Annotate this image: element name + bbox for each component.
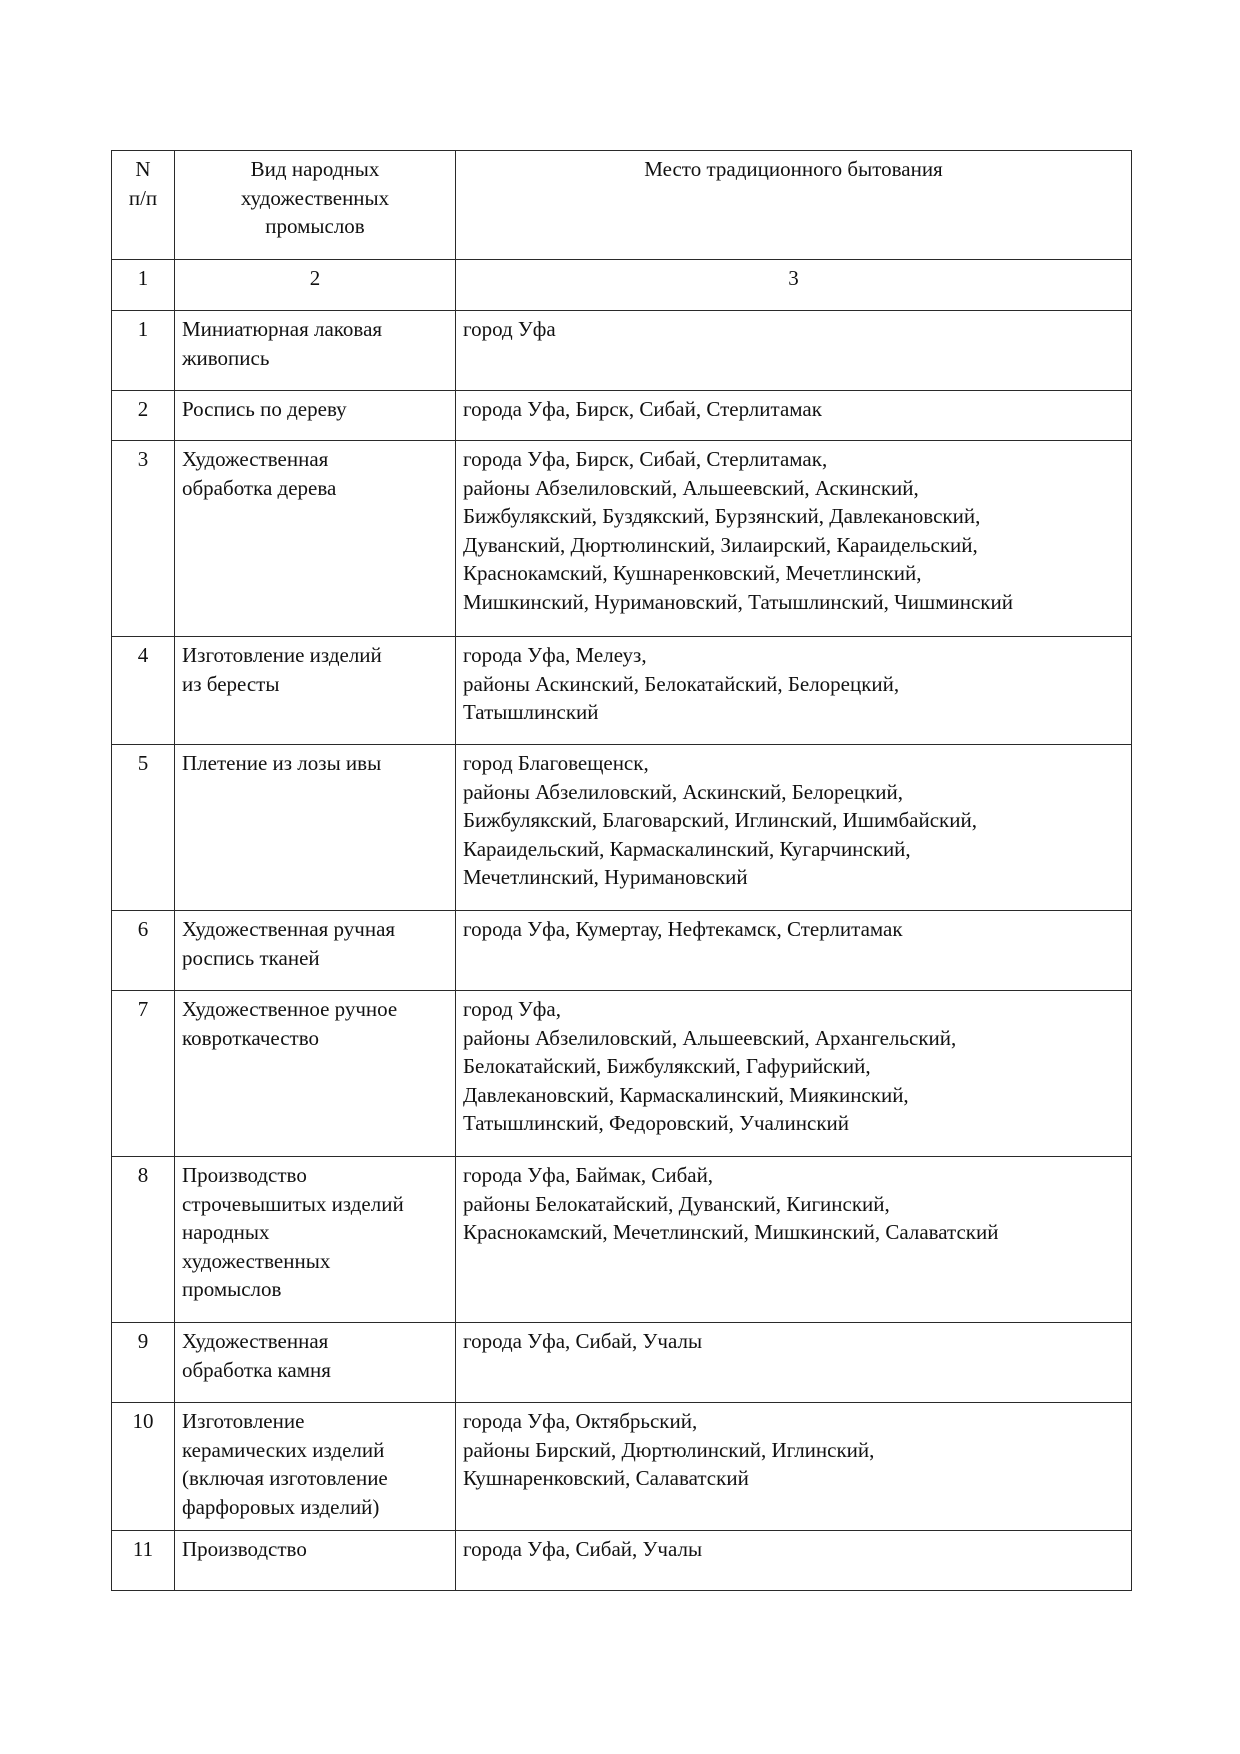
place-line: Татышлинский	[463, 700, 599, 724]
craft-type-cell	[175, 1157, 456, 1323]
craft-line: Художественная	[182, 447, 329, 471]
place-line: районы Бирский, Дюртюлинский, Иглинский,	[463, 1437, 875, 1462]
row-number: 9	[112, 1323, 175, 1403]
place-line: Бижбулякский, Благоварский, Иглинский, Ишимбайский,	[463, 808, 977, 832]
place-line: районы Абзелиловский, Альшеевский, Аскинский,	[463, 475, 919, 500]
column-numbers-row	[112, 260, 1132, 311]
row-number: 6	[112, 911, 175, 991]
table-row	[112, 1531, 1132, 1591]
row-number: 5	[112, 745, 175, 911]
craft-type-cell	[175, 911, 456, 991]
place-line: районы Абзелиловский, Альшеевский, Архангельский,	[463, 1025, 957, 1050]
place-line: города Уфа, Бирск, Сибай, Стерлитамак	[463, 397, 822, 421]
place-line: Татышлинский, Федоровский, Учалинский	[463, 1111, 849, 1135]
row-number: 2	[112, 391, 175, 441]
place-line: города Уфа, Мелеуз,	[463, 643, 647, 667]
craft-line: Художественное ручное	[182, 997, 398, 1021]
craft-line: Изготовление	[182, 1409, 305, 1433]
craft-type-cell	[175, 391, 456, 441]
place-line: города Уфа, Кумертау, Нефтекамск, Стерлитамак	[463, 917, 903, 941]
table-row	[112, 1323, 1132, 1403]
table-header-row	[112, 151, 1132, 260]
table-row	[112, 911, 1132, 991]
craft-line: Миниатюрная лаковая	[182, 317, 383, 341]
craft-type-cell	[175, 1323, 456, 1403]
place-line: Мечетлинский, Нуримановский	[463, 865, 748, 889]
header-craft-line: художественных	[240, 185, 390, 210]
place-line: Бижбулякский, Буздякский, Бурзянский, Давлекановский,	[463, 504, 981, 528]
craft-line: (включая изготовление	[182, 1466, 388, 1490]
header-craft-line: Вид народных	[250, 157, 380, 181]
craft-line: Роспись по дереву	[182, 397, 347, 421]
table-row	[112, 1157, 1132, 1323]
craft-line: строчевышитых изделий	[182, 1191, 404, 1216]
table-row	[112, 991, 1132, 1157]
header-place-line: Место традиционного бытования	[644, 157, 943, 181]
place-cell	[456, 745, 1132, 911]
craft-type-cell	[175, 745, 456, 911]
craft-line: обработка камня	[182, 1357, 331, 1382]
header-place	[456, 151, 1132, 260]
place-cell	[456, 637, 1132, 745]
row-number: 8	[112, 1157, 175, 1323]
craft-type-cell	[175, 1403, 456, 1531]
craft-line: роспись тканей	[182, 945, 320, 970]
table-row	[112, 391, 1132, 441]
place-cell	[456, 991, 1132, 1157]
craft-line: Изготовление изделий	[182, 643, 382, 667]
place-line: Караидельский, Кармаскалинский, Кугарчинский,	[463, 836, 911, 861]
craft-line: ковроткачество	[182, 1025, 319, 1050]
place-line: Дуванский, Дюртюлинский, Зилаирский, Караидельский,	[463, 532, 978, 557]
header-number-line: N	[135, 157, 151, 181]
craft-line: Художественная ручная	[182, 917, 396, 941]
header-craft-type	[175, 151, 456, 260]
column-number: 3	[456, 260, 1132, 311]
craft-line: фарфоровых изделий)	[182, 1494, 380, 1519]
place-line: Давлекановский, Кармаскалинский, Миякинский,	[463, 1082, 909, 1107]
craft-type-cell	[175, 441, 456, 637]
place-cell	[456, 1323, 1132, 1403]
craft-type-cell	[175, 311, 456, 391]
place-line: города Уфа, Сибай, Учалы	[463, 1329, 703, 1353]
craft-line: художественных	[182, 1248, 331, 1273]
place-line: районы Аскинский, Белокатайский, Белорецкий,	[463, 671, 900, 696]
table-row	[112, 1403, 1132, 1531]
place-line: Кушнаренковский, Салаватский	[463, 1466, 749, 1490]
craft-line: из бересты	[182, 671, 280, 696]
place-cell	[456, 1157, 1132, 1323]
place-line: Белокатайский, Бижбулякский, Гафурийский,	[463, 1054, 871, 1078]
craft-line: промыслов	[182, 1277, 282, 1301]
craft-line: керамических изделий	[182, 1437, 385, 1462]
row-number: 3	[112, 441, 175, 637]
row-number: 4	[112, 637, 175, 745]
table-row	[112, 637, 1132, 745]
craft-line: обработка дерева	[182, 475, 337, 500]
header-craft-line: промыслов	[265, 214, 365, 238]
table-row	[112, 441, 1132, 637]
table-row	[112, 745, 1132, 911]
place-line: города Уфа, Баймак, Сибай,	[463, 1163, 714, 1187]
craft-line: Художественная	[182, 1329, 329, 1353]
craft-type-cell	[175, 991, 456, 1157]
place-line: город Уфа	[463, 317, 556, 341]
place-cell	[456, 311, 1132, 391]
place-line: Краснокамский, Мечетлинский, Мишкинский, Салаватский	[463, 1220, 999, 1244]
header-number	[112, 151, 175, 260]
place-line: Мишкинский, Нуримановский, Татышлинский, Чишминский	[463, 589, 1013, 614]
row-number: 7	[112, 991, 175, 1157]
craft-line: живопись	[182, 345, 270, 370]
craft-type-cell	[175, 637, 456, 745]
row-number: 1	[112, 311, 175, 391]
column-number: 1	[112, 260, 175, 311]
craft-line: Производство	[182, 1537, 307, 1561]
place-cell	[456, 441, 1132, 637]
craft-line: Плетение из лозы ивы	[182, 751, 382, 775]
place-line: город Уфа,	[463, 997, 561, 1021]
place-line: районы Белокатайский, Дуванский, Кигинский,	[463, 1191, 890, 1216]
folk-crafts-table	[111, 150, 1132, 1591]
craft-line: Производство	[182, 1163, 307, 1187]
place-line: районы Абзелиловский, Аскинский, Белорецкий,	[463, 779, 904, 804]
place-cell	[456, 391, 1132, 441]
table-row	[112, 311, 1132, 391]
craft-line: народных	[182, 1220, 270, 1244]
place-line: города Уфа, Сибай, Учалы	[463, 1537, 703, 1561]
place-line: Краснокамский, Кушнаренковский, Мечетлинский,	[463, 561, 922, 585]
craft-type-cell	[175, 1531, 456, 1591]
place-cell	[456, 911, 1132, 991]
row-number: 10	[112, 1403, 175, 1531]
place-cell	[456, 1403, 1132, 1531]
place-line: города Уфа, Бирск, Сибай, Стерлитамак,	[463, 447, 828, 471]
place-line: города Уфа, Октябрьский,	[463, 1409, 698, 1433]
header-number-line: п/п	[128, 185, 158, 210]
place-line: город Благовещенск,	[463, 751, 649, 775]
row-number: 11	[112, 1531, 175, 1591]
place-cell	[456, 1531, 1132, 1591]
column-number: 2	[175, 260, 456, 311]
